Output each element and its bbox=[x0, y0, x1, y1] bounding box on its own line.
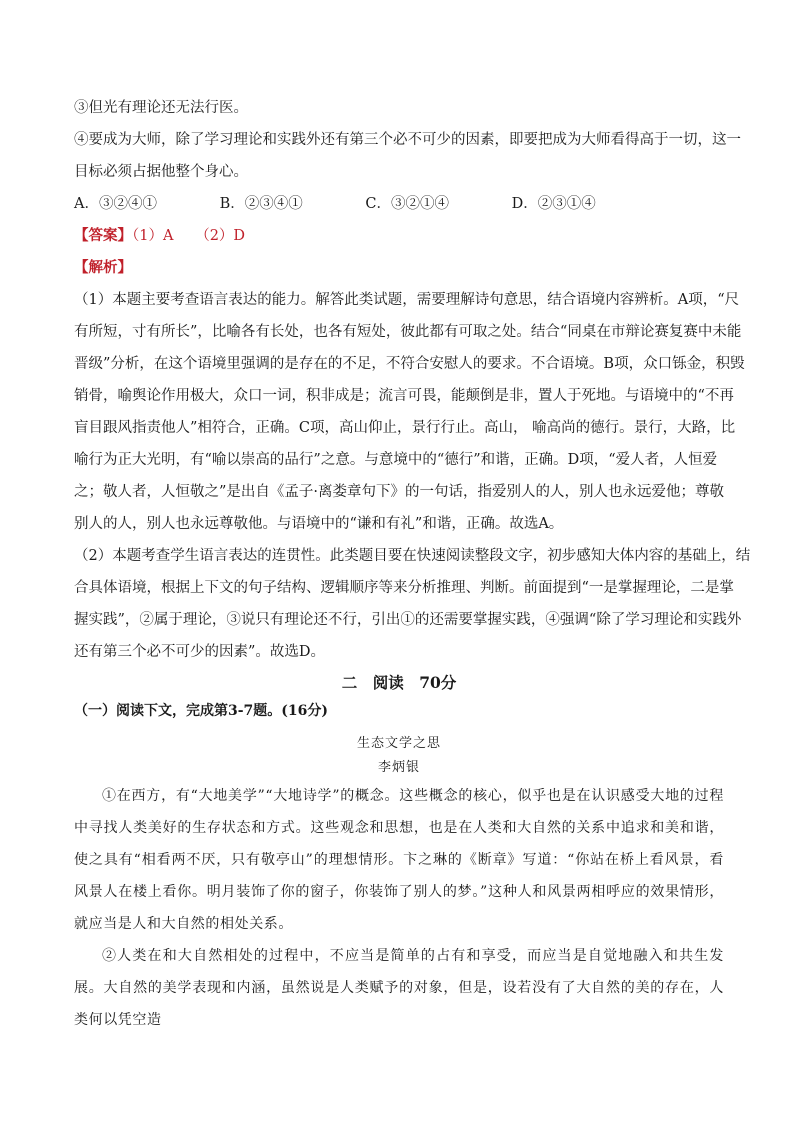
analysis-1-line: 之；敬人者，人恒敬之”是出自《孟子·离娄章句下》的一句话，指爱别人的人，别人也永远爱他；尊敬 bbox=[74, 484, 725, 500]
answer-options bbox=[74, 188, 724, 220]
option-b: B．②③④① bbox=[219, 196, 303, 212]
analysis-part-2 bbox=[74, 540, 751, 668]
article-author: 李炳银 bbox=[377, 760, 420, 775]
statement-4-line-2: 目标必须占据他整个身心。 bbox=[74, 164, 248, 180]
answer-text: （1）A （2）D bbox=[132, 228, 246, 244]
answer-line bbox=[74, 220, 724, 252]
section-title: 二 阅读 70分 bbox=[341, 673, 457, 692]
article-paragraph-2: ②人类在和大自然相处的过程中，不应当是简单的占有和享受，而应当是自觉地融入和共生发展。大自然的美学表现和内涵，虽然说是人类赋予的对象，但是，设若没有了大自然的美的存在，人类何以凭空造 bbox=[74, 948, 724, 1028]
analysis-1-line: 盲目跟风指责他人”相符合，正确。C项，高山仰止，景行行止。高山， 喻高尚的德行。景行，大路，比 bbox=[74, 420, 736, 436]
option-c: C．③②①④ bbox=[365, 196, 449, 212]
document-page bbox=[74, 92, 751, 1036]
analysis-2-line: 握实践”，②属于理论，③说只有理论还不行，引出①的还需要掌握实践，④强调“除了学习理论和实践外 bbox=[74, 612, 742, 628]
analysis-1-line: 喻行为正大光明，有“喻以崇高的品行”之意。与意境中的“德行”和谐，正确。D项，“爱人者，人恒爱 bbox=[74, 452, 718, 468]
analysis-part-1 bbox=[74, 284, 745, 540]
analysis-2-line: （2）本题考查学生语言表达的连贯性。此类题目要在快速阅读整段文字，初步感知大体内容的基础上，结 bbox=[74, 548, 751, 564]
statement-3: ③但光有理论还无法行医。 bbox=[74, 100, 248, 116]
analysis-1-line: 销骨，喻舆论作用极大，众口一词，积非成是；流言可畏，能颠倒是非，置人于死地。与语境中的“不再 bbox=[74, 388, 734, 404]
article-title: 生态文学之思 bbox=[356, 736, 441, 751]
analysis-2-line: 还有第三个必不可少的因素”。故选D。 bbox=[74, 644, 326, 660]
analysis-1-line: 晋级”分析，在这个语境里强调的是存在的不足，不符合安慰人的要求。不合语境。B项，众口铄金，积毁 bbox=[74, 356, 745, 372]
answer-label: 【答案】 bbox=[74, 227, 132, 244]
article-paragraph-1: ①在西方，有“大地美学”“大地诗学”的概念。这些概念的核心，似乎也是在认识感受大地的过程中寻找人类美好的生存状态和方式。这些观念和思想，也是在人类和大自然的关系中追求和美和谐，使之具有“相看两不厌，只有敬亭山”的理想情形。卞之琳的《断章》写道：“你站在桥上看风景，看风景人在楼上看你。明月装饰了你的窗子，你装饰了别人的梦。”这种人和风景两相呼应的效果情形，就应当是人和大自然的相处关系。 bbox=[74, 788, 724, 932]
analysis-1-line: 有所短，寸有所长”，比喻各有长处，也各有短处，彼此都有可取之处。结合“同桌在市辩论赛复赛中未能 bbox=[74, 324, 742, 340]
analysis-2-line: 合具体语境，根据上下文的句子结构、逻辑顺序等来分析推理、判断。前面提到“一是掌握理论，二是掌 bbox=[74, 580, 734, 596]
subquestion-heading: （一）阅读下文，完成第3-7题。(16分) bbox=[74, 703, 329, 719]
analysis-1-line: （1）本题主要考查语言表达的能力。解答此类试题，需要理解诗句意思，结合语境内容辨析。A项，“尺 bbox=[74, 292, 740, 308]
option-d: D．②③①④ bbox=[511, 196, 596, 212]
analysis-1-line: 别人的人，别人也永远尊敬他。与语境中的“谦和有礼”和谐，正确。故选A。 bbox=[74, 516, 564, 532]
analysis-label: 【解析】 bbox=[74, 259, 132, 276]
option-a: A．③②④① bbox=[74, 196, 157, 212]
statement-4-line-1: ④要成为大师，除了学习理论和实践外还有第三个必不可少的因素，即要把成为大师看得高于一切，这一 bbox=[74, 132, 741, 148]
